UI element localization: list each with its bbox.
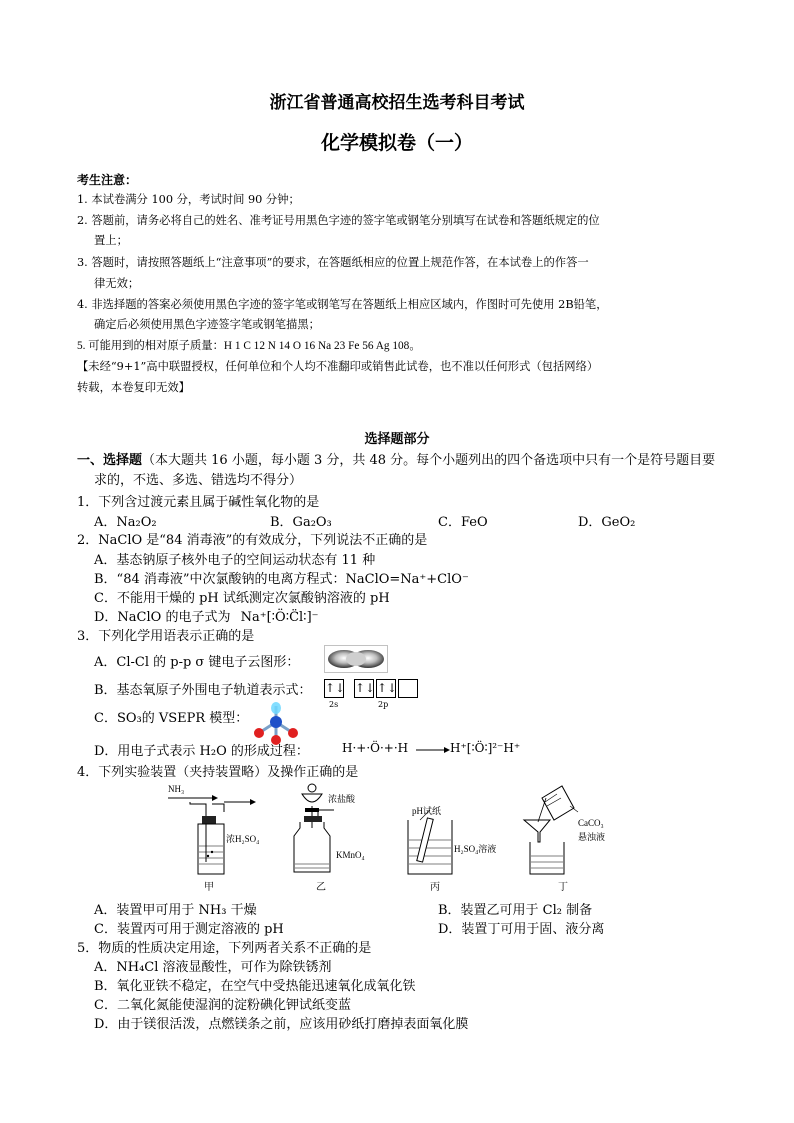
notes-heading: 考生注意： xyxy=(77,173,138,187)
note-line: 转载，本卷复印无效】 xyxy=(77,381,190,394)
label-h2so4-solution: H₂SO₄溶液 xyxy=(454,844,497,854)
q4-option-b: B．装置乙可用于 Cl₂ 制备 xyxy=(438,903,593,918)
note-line: 3. 答题时，请按照答题纸上“注意事项”的要求，在答题纸相应的位置上规范作答，在本试卷上的作答一 xyxy=(77,256,589,269)
orbital-box-2s: ↑↓ xyxy=(324,679,344,698)
orbital-label-2p: 2p xyxy=(378,700,389,709)
note-line: 1. 本试卷满分 100 分，考试时间 90 分钟； xyxy=(77,193,300,206)
q3-option-a: A．Cl-Cl 的 p-p σ 键电子云图形： xyxy=(94,655,300,670)
q1-option-c: C．FeO xyxy=(438,515,488,530)
label-ph-paper: pH试纸 xyxy=(412,806,441,816)
apparatus-bing xyxy=(402,810,462,878)
part-label: 一、选择题 xyxy=(77,453,143,468)
q3-option-b: B．基态氧原子外围电子轨道表示式： xyxy=(94,683,312,698)
label-bing: 丙 xyxy=(430,882,440,893)
orbital-box-2p: ↑↓ xyxy=(376,679,396,698)
orbital-diagram xyxy=(324,678,420,698)
q5-option-b: B．氧化亚铁不稳定，在空气中受热能迅速氧化成氧化铁 xyxy=(94,979,416,994)
label-conc-hcl: 浓盐酸 xyxy=(328,794,356,804)
q5-option-c: C．二氧化氮能使湿润的淀粉碘化钾试纸变蓝 xyxy=(94,998,351,1013)
label-nh3: NH₃ xyxy=(168,784,185,794)
q4-stem: 4．下列实验装置（夹持装置略）及操作正确的是 xyxy=(77,765,359,780)
note-line: 4. 非选择题的答案必须使用黑色字迹的签字笔或钢笔写在答题纸上相应区域内，作图时可先使用 2B铅笔， xyxy=(77,298,608,311)
label-kmno4: KMnO₄ xyxy=(336,850,365,860)
label-yi: 乙 xyxy=(316,882,326,893)
note-line: 2. 答题前，请务必将自己的姓名、准考证号用黑色字迹的签字笔或钢笔分别填写在试卷和答题纸规定的位 xyxy=(77,214,600,227)
h2o-formation-left: H·+·Ö·+·H xyxy=(342,741,409,755)
paper-title: 化学模拟卷（一） xyxy=(320,132,473,154)
label-suspension: 悬浊液 xyxy=(578,832,606,842)
label-jia: 甲 xyxy=(204,882,214,893)
q4-option-d: D．装置丁可用于固、液分离 xyxy=(438,922,605,937)
q3-stem: 3．下列化学用语表示正确的是 xyxy=(77,629,255,644)
q4-option-a: A．装置甲可用于 NH₃ 干燥 xyxy=(94,903,257,918)
q5-option-d: D．由于镁很活泼，点燃镁条之前，应该用砂纸打磨掉表面氧化膜 xyxy=(94,1017,469,1032)
section-title: 选择题部分 xyxy=(364,432,430,447)
q2-option-b: B．“84 消毒液”中次氯酸钠的电离方程式：NaClO=Na⁺+ClO⁻ xyxy=(94,572,469,587)
orbital-label-2s: 2s xyxy=(329,700,339,709)
q3-option-c: C．SO₃的 VSEPR 模型： xyxy=(94,711,249,726)
q1-stem: 1．下列含过渡元素且属于碱性氧化物的是 xyxy=(77,495,320,510)
q2-electron-formula: Na⁺[∶Ö∶C̈l∶]⁻ xyxy=(240,610,319,625)
q5-option-a: A．NH₄Cl 溶液显酸性，可作为除铁锈剂 xyxy=(94,960,332,975)
exam-name: 浙江省普通高校招生选考科目考试 xyxy=(269,93,525,113)
sigma-bond-cloud-image xyxy=(324,645,388,673)
part-desc-2: 求的，不选、多选、错选均不得分） xyxy=(94,473,303,488)
reaction-arrow xyxy=(416,745,450,755)
q2-option-a: A．基态钠原子核外电子的空间运动状态有 11 种 xyxy=(94,553,376,568)
q2-option-d xyxy=(94,610,319,626)
label-caco3: CaCO₃ xyxy=(578,818,604,828)
q4-option-c: C．装置丙可用于测定溶液的 pH xyxy=(94,922,284,937)
note-line: 确定后必须使用黑色字迹签字笔或钢笔描黑； xyxy=(94,318,320,331)
q1-option-a: A．Na₂O₂ xyxy=(94,515,157,530)
q5-stem: 5．物质的性质决定用途，下列两者关系不正确的是 xyxy=(77,941,372,956)
q2-option-d-text: D．NaClO 的电子式为 xyxy=(94,610,231,625)
label-ding: 丁 xyxy=(558,882,568,893)
part-header xyxy=(77,453,715,469)
q2-option-c: C．不能用干燥的 pH 试纸测定次氯酸钠溶液的 pH xyxy=(94,591,390,606)
note-line: 【未经“9+1”高中联盟授权，任何单位和个人均不准翻印或销售此试卷，也不准以任何形式（包括网络） xyxy=(77,360,599,373)
note-line: 律无效； xyxy=(94,277,140,290)
q2-stem: 2．NaClO 是“84 消毒液”的有效成分，下列说法不正确的是 xyxy=(77,533,428,548)
part-desc: （本大题共 16 小题，每小题 3 分，共 48 分。每个小题列出的四个备选项中只有一个是符号题目要 xyxy=(142,453,716,468)
h2o-formation-right: H⁺[∶Ö∶]²⁻H⁺ xyxy=(450,741,521,755)
q3-option-d: D．用电子式表示 H₂O 的形成过程： xyxy=(94,744,309,759)
note-line: 置上； xyxy=(94,234,128,247)
orbital-box-2p: ↑↓ xyxy=(354,679,374,698)
label-conc-h2so4: 浓H₂SO₄ xyxy=(226,834,260,844)
orbital-box-2p xyxy=(398,679,418,698)
q1-option-b: B．Ga₂O₃ xyxy=(270,515,332,530)
vsepr-model-image xyxy=(250,700,302,746)
q1-option-d: D．GeO₂ xyxy=(578,515,636,530)
note-line: 5. 可能用到的相对原子质量：H 1 C 12 N 14 O 16 Na 23 Fe 56 Ag 108。 xyxy=(77,340,421,352)
